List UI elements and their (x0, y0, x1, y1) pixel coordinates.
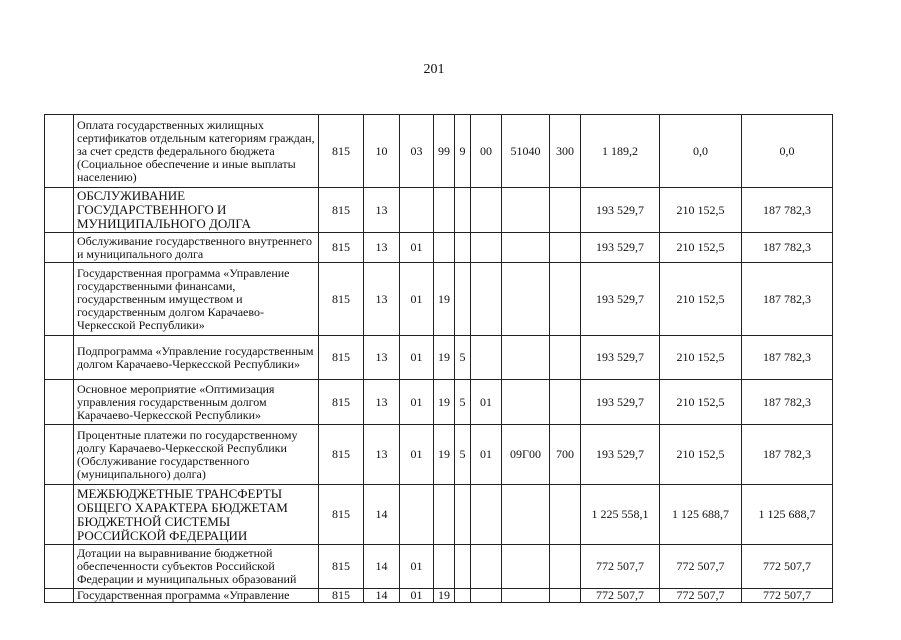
subsection-code: 01 (400, 336, 434, 380)
row-number-cell (45, 188, 74, 233)
subprogram-code: 5 (455, 336, 471, 380)
subsection-code (400, 188, 434, 233)
row-number-cell (45, 485, 74, 545)
ministry-code: 815 (319, 425, 364, 485)
table-row (45, 589, 833, 603)
item-name: Государственная программа «Управление (74, 589, 319, 603)
amount-year-3: 772 507,7 (742, 545, 833, 589)
amount-year-1: 193 529,7 (581, 188, 660, 233)
expense-type-code: 300 (550, 115, 581, 188)
ministry-code: 815 (319, 589, 364, 603)
subsection-code (400, 485, 434, 545)
amount-year-1: 193 529,7 (581, 336, 660, 380)
ministry-code: 815 (319, 485, 364, 545)
amount-year-3: 187 782,3 (742, 233, 833, 263)
program-code (434, 188, 455, 233)
amount-year-3: 187 782,3 (742, 188, 833, 233)
amount-year-2: 0,0 (660, 115, 742, 188)
table-row (45, 263, 833, 336)
row-number-cell (45, 336, 74, 380)
direction-code (502, 188, 550, 233)
expense-type-code (550, 485, 581, 545)
event-code (471, 485, 502, 545)
section-code: 14 (364, 589, 400, 603)
section-code: 13 (364, 425, 400, 485)
table-row (45, 380, 833, 425)
event-code: 00 (471, 115, 502, 188)
ministry-code: 815 (319, 336, 364, 380)
expense-type-code (550, 589, 581, 603)
section-code: 10 (364, 115, 400, 188)
amount-year-1: 772 507,7 (581, 589, 660, 603)
ministry-code: 815 (319, 380, 364, 425)
subprogram-code (455, 233, 471, 263)
program-code: 19 (434, 263, 455, 336)
amount-year-2: 210 152,5 (660, 188, 742, 233)
item-name: Дотации на выравнивание бюджетной обеспеченности субъектов Российской Федерации и муниципальных образований (74, 545, 319, 589)
section-code: 13 (364, 380, 400, 425)
ministry-code: 815 (319, 545, 364, 589)
row-number-cell (45, 263, 74, 336)
item-name: Процентные платежи по государственному долгу Карачаево-Черкесской Республики (Обслуживание государственного (муниципального) долга) (74, 425, 319, 485)
amount-year-2: 210 152,5 (660, 425, 742, 485)
amount-year-1: 1 225 558,1 (581, 485, 660, 545)
table-row (45, 545, 833, 589)
subprogram-code (455, 485, 471, 545)
direction-code (502, 485, 550, 545)
row-number-cell (45, 115, 74, 188)
subsection-code: 01 (400, 545, 434, 589)
direction-code (502, 336, 550, 380)
item-name: Государственная программа «Управление государственными финансами, государственным имуществом и государственным долгом Карачаево-Черкесской Республики» (74, 263, 319, 336)
table-row (45, 485, 833, 545)
amount-year-3: 0,0 (742, 115, 833, 188)
amount-year-3: 187 782,3 (742, 336, 833, 380)
direction-code (502, 589, 550, 603)
subprogram-code (455, 263, 471, 336)
row-number-cell (45, 545, 74, 589)
amount-year-2: 210 152,5 (660, 233, 742, 263)
amount-year-3: 187 782,3 (742, 380, 833, 425)
program-code: 99 (434, 115, 455, 188)
table-row (45, 115, 833, 188)
amount-year-2: 210 152,5 (660, 336, 742, 380)
section-code: 13 (364, 336, 400, 380)
subsection-code: 01 (400, 589, 434, 603)
subsection-code: 01 (400, 380, 434, 425)
subprogram-code: 9 (455, 115, 471, 188)
table-row (45, 188, 833, 233)
event-code (471, 233, 502, 263)
amount-year-3: 187 782,3 (742, 263, 833, 336)
event-code (471, 188, 502, 233)
section-code: 13 (364, 188, 400, 233)
event-code (471, 263, 502, 336)
direction-code (502, 545, 550, 589)
ministry-code: 815 (319, 188, 364, 233)
direction-code (502, 233, 550, 263)
program-code: 19 (434, 425, 455, 485)
event-code (471, 545, 502, 589)
amount-year-3: 187 782,3 (742, 425, 833, 485)
expense-type-code: 700 (550, 425, 581, 485)
table-row (45, 233, 833, 263)
table-row (45, 425, 833, 485)
program-code: 19 (434, 589, 455, 603)
subsection-code: 01 (400, 263, 434, 336)
amount-year-1: 193 529,7 (581, 425, 660, 485)
section-code: 14 (364, 545, 400, 589)
ministry-code: 815 (319, 263, 364, 336)
direction-code (502, 263, 550, 336)
row-number-cell (45, 425, 74, 485)
section-code: 14 (364, 485, 400, 545)
program-code: 19 (434, 380, 455, 425)
event-code (471, 589, 502, 603)
program-code: 19 (434, 336, 455, 380)
amount-year-2: 1 125 688,7 (660, 485, 742, 545)
amount-year-2: 210 152,5 (660, 263, 742, 336)
subsection-code: 01 (400, 425, 434, 485)
amount-year-2: 210 152,5 (660, 380, 742, 425)
section-code: 13 (364, 233, 400, 263)
ministry-code: 815 (319, 233, 364, 263)
page-number: 201 (423, 62, 445, 77)
direction-code: 51040 (502, 115, 550, 188)
amount-year-1: 1 189,2 (581, 115, 660, 188)
subprogram-code: 5 (455, 425, 471, 485)
ministry-code: 815 (319, 115, 364, 188)
item-name: Обслуживание государственного внутреннего и муниципального долга (74, 233, 319, 263)
event-code (471, 336, 502, 380)
expense-type-code (550, 380, 581, 425)
section-code: 13 (364, 263, 400, 336)
row-number-cell (45, 380, 74, 425)
expense-type-code (550, 188, 581, 233)
budget-table (44, 114, 833, 603)
program-code (434, 545, 455, 589)
direction-code: 09Г00 (502, 425, 550, 485)
amount-year-3: 1 125 688,7 (742, 485, 833, 545)
event-code: 01 (471, 380, 502, 425)
expense-type-code (550, 233, 581, 263)
amount-year-1: 772 507,7 (581, 545, 660, 589)
subsection-code: 01 (400, 233, 434, 263)
expense-type-code (550, 336, 581, 380)
direction-code (502, 380, 550, 425)
row-number-cell (45, 233, 74, 263)
program-code (434, 233, 455, 263)
amount-year-1: 193 529,7 (581, 263, 660, 336)
subsection-code: 03 (400, 115, 434, 188)
amount-year-2: 772 507,7 (660, 589, 742, 603)
table-row (45, 336, 833, 380)
item-name: МЕЖБЮДЖЕТНЫЕ ТРАНСФЕРТЫ ОБЩЕГО ХАРАКТЕРА БЮДЖЕТАМ БЮДЖЕТНОЙ СИСТЕМЫ РОССИЙСКОЙ ФЕДЕРАЦИИ (74, 485, 319, 545)
expense-type-code (550, 263, 581, 336)
subprogram-code (455, 545, 471, 589)
item-name: Подпрограмма «Управление государственным долгом Карачаево-Черкесской Республики» (74, 336, 319, 380)
expense-type-code (550, 545, 581, 589)
item-name: Оплата государственных жилищных сертификатов отдельным категориям граждан, за счет средств федерального бюджета (Социальное обеспечение и иные выплаты населению) (74, 115, 319, 188)
row-number-cell (45, 589, 74, 603)
amount-year-1: 193 529,7 (581, 233, 660, 263)
event-code: 01 (471, 425, 502, 485)
program-code (434, 485, 455, 545)
item-name: Основное мероприятие «Оптимизация управления государственным долгом Карачаево-Черкесской Республики» (74, 380, 319, 425)
subprogram-code (455, 589, 471, 603)
subprogram-code: 5 (455, 380, 471, 425)
subprogram-code (455, 188, 471, 233)
amount-year-1: 193 529,7 (581, 380, 660, 425)
amount-year-2: 772 507,7 (660, 545, 742, 589)
amount-year-3: 772 507,7 (742, 589, 833, 603)
item-name: ОБСЛУЖИВАНИЕ ГОСУДАРСТВЕННОГО И МУНИЦИПАЛЬНОГО ДОЛГА (74, 188, 319, 233)
